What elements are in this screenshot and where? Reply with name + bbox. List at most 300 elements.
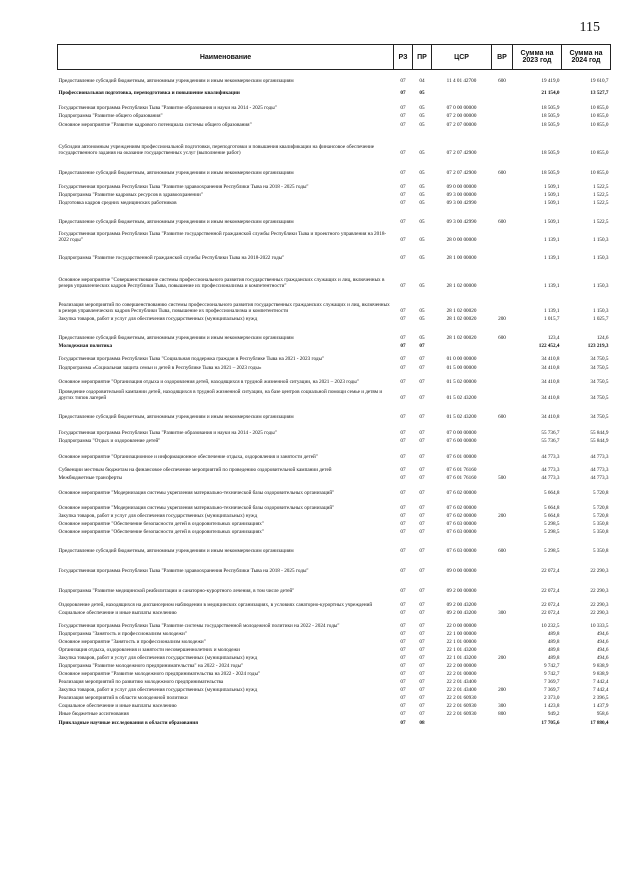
row-sum-2024: 7 442,4 — [592, 679, 609, 686]
row-vr — [492, 191, 513, 199]
header-vr: ВР — [492, 45, 513, 70]
row-pr: 07 — [419, 438, 425, 445]
row-csr: 22 2 01 60930 — [446, 695, 477, 702]
row-vr: 200 — [498, 316, 506, 323]
row-csr: 22 1 00 00000 — [446, 631, 477, 638]
row-sum-2023: 44 773,3 — [541, 454, 560, 461]
header-rz: РЗ — [394, 45, 413, 70]
row-vr — [492, 342, 513, 350]
row-vr — [492, 678, 513, 686]
row-vr — [492, 199, 513, 207]
row-pr: 05 — [419, 90, 425, 97]
row-name: Основное мероприятие "Организационное и информационное обеспечение отдыха, оздоровления и занятости детей" — [58, 454, 318, 461]
row-sum-2023: 22 072,4 — [541, 588, 560, 595]
row-name: Подпрограмма "Развитие медицинской реабилитации и санаторно-курортного лечения, в том числе детей" — [58, 588, 295, 595]
row-sum-2023: 5 298,5 — [543, 529, 560, 536]
row-sum-2024: 1 437,9 — [592, 703, 609, 710]
row-csr: 07 2 07 42900 — [446, 170, 477, 177]
row-sum-2023: 489,8 — [547, 647, 560, 654]
row-rz: 07 — [400, 430, 406, 437]
row-sum-2024: 10 855,0 — [590, 150, 609, 157]
row-csr: 22 1 01 43200 — [446, 655, 477, 662]
row-pr: 05 — [419, 335, 425, 342]
row-csr: 09 0 00 00000 — [446, 184, 477, 191]
row-rz: 07 — [400, 475, 406, 482]
table-row — [58, 461, 611, 474]
row-sum-2024: 7 442,4 — [592, 687, 609, 694]
row-sum-2024: 34 750,5 — [590, 395, 609, 402]
row-vr: 200 — [498, 513, 506, 520]
row-name: Предоставление субсидий бюджетным, автономным учреждениям и иным некоммерческим организациям — [58, 335, 294, 342]
table-row — [58, 363, 611, 372]
row-rz: 07 — [400, 219, 406, 226]
row-vr — [492, 262, 513, 290]
row-sum-2023: 34 410,8 — [541, 379, 560, 386]
row-name: Закупка товаров, работ и услуг для обеспечения государственных (муниципальных) нужд — [58, 655, 258, 662]
row-sum-2024: 22 290,3 — [590, 610, 609, 617]
row-pr: 05 — [419, 219, 425, 226]
row-pr: 07 — [419, 430, 425, 437]
row-rz: 07 — [400, 687, 406, 694]
row-name: Социальное обеспечение и иные выплаты населению — [58, 703, 177, 710]
row-csr: 28 1 02 00020 — [446, 308, 477, 315]
table-row — [58, 350, 611, 363]
row-vr — [492, 372, 513, 386]
header-name: Наименование — [58, 45, 394, 70]
table-row — [58, 437, 611, 445]
row-csr: 09 3 00 42990 — [446, 200, 477, 207]
row-csr: 11 4 01 42700 — [446, 78, 477, 85]
row-sum-2024: 2 396,5 — [592, 695, 609, 702]
row-rz: 07 — [400, 655, 406, 662]
row-pr: 08 — [419, 720, 425, 727]
row-name: Основное мероприятие "Занятость и профессионализм молодежи" — [58, 639, 206, 646]
row-sum-2023: 123,4 — [547, 335, 560, 342]
row-rz: 07 — [400, 316, 406, 323]
table-row — [58, 290, 611, 315]
row-vr: 500 — [498, 475, 506, 482]
row-vr — [492, 244, 513, 262]
table-row — [58, 120, 611, 129]
row-pr: 07 — [419, 671, 425, 678]
row-sum-2024: 9 838,9 — [592, 671, 609, 678]
row-csr — [432, 85, 492, 97]
row-csr: 01 5 02 00000 — [446, 379, 477, 386]
row-name: Закупка товаров, работ и услуг для обеспечения государственных (муниципальных) нужд — [58, 687, 258, 694]
row-sum-2023: 1 509,1 — [543, 200, 560, 207]
row-vr — [492, 226, 513, 244]
row-sum-2024: 1 150,3 — [592, 255, 609, 262]
row-csr: 09 3 00 00000 — [446, 192, 477, 199]
row-sum-2024: 1 150,3 — [592, 308, 609, 315]
row-name: Подпрограмма "Развитие молодежного предпринимательства" на 2022 - 2024 годы" — [58, 663, 244, 670]
row-vr — [492, 520, 513, 528]
row-pr: 05 — [419, 237, 425, 244]
row-sum-2023: 1 509,1 — [543, 192, 560, 199]
row-sum-2024: 1 150,3 — [592, 283, 609, 290]
row-sum-2024: 19 610,7 — [590, 78, 609, 85]
row-rz: 07 — [400, 695, 406, 702]
row-sum-2024: 494,6 — [596, 631, 609, 638]
row-name: Молодежная политика — [58, 343, 113, 350]
row-pr: 05 — [419, 200, 425, 207]
row-name: Предоставление субсидий бюджетным, автономным учреждениям и иным некоммерческим организациям — [58, 219, 294, 226]
row-rz: 07 — [400, 113, 406, 120]
row-vr — [492, 595, 513, 609]
row-vr: 600 — [498, 414, 506, 421]
row-pr: 07 — [419, 639, 425, 646]
row-name: Основное мероприятие "Развитие молодежного предпринимательства на 2022 - 2024 годы" — [58, 671, 261, 678]
row-name: Предоставление субсидий бюджетным, автономным учреждениям и иным некоммерческим организациям — [58, 170, 294, 177]
row-pr: 07 — [419, 655, 425, 662]
row-name: Подпрограмма "Отдых и оздоровление детей" — [58, 438, 161, 445]
row-name: Основное мероприятие "Обеспечение безопасности детей в оздоровительных организациях" — [58, 521, 264, 528]
row-csr: 09 0 00 00000 — [446, 568, 477, 575]
row-name: Основное мероприятие "Обеспечение безопасности детей в оздоровительных организациях" — [58, 529, 264, 536]
row-sum-2023: 22 072,4 — [541, 568, 560, 575]
row-sum-2024: 9 838,9 — [592, 663, 609, 670]
table-row — [58, 191, 611, 199]
row-sum-2024: 44 773,3 — [590, 454, 609, 461]
row-sum-2023: 1 139,1 — [543, 308, 560, 315]
row-rz: 07 — [400, 623, 406, 630]
row-csr: 28 1 00 00000 — [446, 255, 477, 262]
row-name: Основное мероприятие "Модернизация системы укрепления материально-технической базы оздоровительных организаций" — [58, 505, 335, 512]
row-csr: 28 1 02 00020 — [446, 335, 477, 342]
row-pr: 05 — [419, 184, 425, 191]
table-row — [58, 177, 611, 191]
row-rz: 07 — [400, 237, 406, 244]
row-pr: 07 — [419, 521, 425, 528]
row-csr: 22 1 01 00000 — [446, 639, 477, 646]
row-name: Основное мероприятие "Организация отдыха и оздоровления детей, находящихся в трудной жизненной ситуации, на 2021 – 2023 годы" — [58, 379, 359, 386]
row-rz: 07 — [400, 505, 406, 512]
row-sum-2024: 44 773,3 — [590, 467, 609, 474]
row-csr: 28 0 00 00000 — [446, 237, 477, 244]
row-pr: 07 — [419, 529, 425, 536]
row-name: Социальное обеспечение и иные выплаты населению — [58, 610, 177, 617]
row-csr: 22 2 01 43400 — [446, 679, 477, 686]
row-name: Реализация мероприятий в области молодежной политики — [58, 695, 188, 702]
row-vr — [492, 177, 513, 191]
row-name: Подпрограмма «Социальная защита семьи и детей в Республике Тыва на 2021 – 2023 годы» — [58, 365, 262, 372]
row-vr — [492, 575, 513, 595]
row-csr: 22 2 01 60930 — [446, 703, 477, 710]
row-name: Закупка товаров, работ и услуг для обеспечения государственных (муниципальных) нужд — [58, 316, 258, 323]
row-name: Организация отдыха, оздоровления и занятости несовершеннолетних и молодежи — [58, 647, 240, 654]
row-vr — [492, 290, 513, 315]
row-csr: 07 6 01 00000 — [446, 454, 477, 461]
row-vr: 200 — [498, 655, 506, 662]
row-name: Реализация мероприятий по развитию молодежного предпринимательства — [58, 679, 224, 686]
row-name: Основное мероприятие "Совершенствование системы профессионального развития государственных гражданских служащих и лиц, включенных в резерв управленческих кадров Республики Тыва, повышение их профессионализма и компетентности" — [58, 277, 385, 290]
row-sum-2023: 18 505,9 — [541, 170, 560, 177]
row-pr: 07 — [419, 663, 425, 670]
row-csr: 01 0 00 00000 — [446, 356, 477, 363]
table-row — [58, 199, 611, 207]
row-pr: 07 — [419, 467, 425, 474]
row-name: Предоставление субсидий бюджетным, автономным учреждениям и иным некоммерческим организациям — [58, 78, 294, 85]
row-rz: 07 — [400, 548, 406, 555]
row-rz: 07 — [400, 631, 406, 638]
table-row — [58, 497, 611, 512]
row-name: Иные бюджетные ассигнования — [58, 711, 129, 718]
header-sum-2023: Сумма на 2023 год — [513, 45, 562, 70]
row-vr — [492, 85, 513, 97]
table-row — [58, 520, 611, 528]
row-vr — [492, 112, 513, 120]
row-rz: 07 — [400, 647, 406, 654]
table-row — [58, 702, 611, 710]
row-sum-2023: 1 139,1 — [543, 283, 560, 290]
row-csr: 28 1 02 00020 — [446, 316, 477, 323]
row-name: Государственная программа Республики Тыва "Социальная поддержка граждан в Республике Тыва на 2021 - 2023 годы" — [58, 356, 325, 363]
row-csr: 22 2 01 00000 — [446, 671, 477, 678]
row-sum-2023: 21 154,0 — [541, 90, 560, 97]
row-sum-2024: 10 855,0 — [590, 105, 609, 112]
row-sum-2024: 5 350,8 — [592, 529, 609, 536]
row-sum-2023: 18 505,9 — [541, 122, 560, 129]
row-pr: 07 — [419, 679, 425, 686]
table-row — [58, 445, 611, 461]
row-sum-2024: 5 720,8 — [592, 490, 609, 497]
row-sum-2024: 34 750,5 — [590, 356, 609, 363]
row-name: Подпрограмма "Развитие общего образования" — [58, 113, 163, 120]
row-sum-2024: 34 750,5 — [590, 365, 609, 372]
row-rz: 07 — [400, 343, 406, 350]
table-body — [58, 70, 611, 727]
row-csr — [432, 718, 492, 727]
row-sum-2024: 44 773,3 — [590, 475, 609, 482]
row-sum-2024: 124,6 — [596, 335, 609, 342]
row-pr: 07 — [419, 588, 425, 595]
row-sum-2024: 494,6 — [596, 639, 609, 646]
row-sum-2023: 22 072,4 — [541, 610, 560, 617]
row-pr: 07 — [419, 631, 425, 638]
row-sum-2024: 10 855,0 — [590, 122, 609, 129]
row-pr: 05 — [419, 122, 425, 129]
row-pr: 05 — [419, 113, 425, 120]
table-row — [58, 482, 611, 497]
table-row — [58, 575, 611, 595]
row-pr: 07 — [419, 687, 425, 694]
row-vr — [492, 694, 513, 702]
row-sum-2024: 1 025,7 — [592, 316, 609, 323]
row-sum-2023: 10 232,5 — [541, 623, 560, 630]
row-sum-2023: 7 369,7 — [543, 679, 560, 686]
row-sum-2023: 489,8 — [547, 631, 560, 638]
row-sum-2023: 1 139,1 — [543, 237, 560, 244]
row-name: Государственная программа Республики Тыва "Развитие образования и науки на 2014 - 2025 годы" — [58, 105, 277, 112]
row-rz: 07 — [400, 711, 406, 718]
row-csr: 07 2 07 00000 — [446, 122, 477, 129]
row-sum-2023: 18 505,9 — [541, 113, 560, 120]
row-csr: 09 2 00 00000 — [446, 588, 477, 595]
row-vr — [492, 497, 513, 512]
row-csr: 07 6 03 00000 — [446, 548, 477, 555]
table-row — [58, 654, 611, 662]
row-sum-2024: 123 219,3 — [587, 343, 609, 350]
row-vr — [492, 670, 513, 678]
row-vr — [492, 482, 513, 497]
row-sum-2023: 34 410,8 — [541, 395, 560, 402]
row-sum-2024: 55 844,9 — [590, 430, 609, 437]
row-vr: 200 — [498, 687, 506, 694]
row-sum-2023: 44 773,3 — [541, 467, 560, 474]
table-row — [58, 630, 611, 638]
table-row — [58, 402, 611, 421]
row-sum-2024: 17 880,4 — [590, 720, 609, 727]
table-row — [58, 686, 611, 694]
row-csr: 09 3 00 42990 — [446, 219, 477, 226]
row-rz: 07 — [400, 602, 406, 609]
row-csr: 07 6 02 00000 — [446, 505, 477, 512]
table-row — [58, 694, 611, 702]
row-name: Закупка товаров, работ и услуг для обеспечения государственных (муниципальных) нужд — [58, 513, 258, 520]
row-csr: 01 5 02 43200 — [446, 414, 477, 421]
row-name: Предоставление субсидий бюджетным, автономным учреждениям и иным некоммерческим организациям — [58, 548, 294, 555]
row-rz: 07 — [400, 679, 406, 686]
table-row — [58, 315, 611, 323]
row-sum-2023: 55 736,7 — [541, 438, 560, 445]
row-vr: 300 — [498, 703, 506, 710]
row-vr — [492, 421, 513, 437]
table-row — [58, 129, 611, 157]
table-header — [58, 45, 611, 70]
row-rz: 07 — [400, 438, 406, 445]
row-sum-2024: 34 750,5 — [590, 379, 609, 386]
row-rz: 07 — [400, 703, 406, 710]
row-pr: 05 — [419, 105, 425, 112]
row-rz: 07 — [400, 490, 406, 497]
row-name: Государственная программа Республики Тыва "Развитие системы государственной молодежной политики на 2022 - 2024 годы" — [58, 623, 340, 630]
row-sum-2023: 2 373,0 — [543, 695, 560, 702]
row-pr: 07 — [419, 647, 425, 654]
table-row — [58, 718, 611, 727]
row-sum-2023: 22 072,4 — [541, 602, 560, 609]
row-sum-2024: 10 333,5 — [590, 623, 609, 630]
row-vr — [492, 350, 513, 363]
row-name: Подпрограмма "Развитие кадровых ресурсов в здравоохранении" — [58, 192, 203, 199]
row-name: Основное мероприятие "Модернизация системы укрепления материально-технической базы оздоровительных организаций" — [58, 490, 335, 497]
row-name: Подпрограмма "Развитие государственной гражданской службы Республики Тыва на 2018-2022 годы" — [58, 255, 285, 262]
row-vr — [492, 120, 513, 129]
row-name: Государственная программа Республики Тыва "Развитие государственной гражданской службы Республики Тыва и проектного управления на 2018-2022 годы" — [58, 231, 387, 244]
row-rz: 07 — [400, 639, 406, 646]
header-sum-2024: Сумма на 2024 год — [562, 45, 611, 70]
row-rz: 07 — [400, 78, 406, 85]
row-rz: 07 — [400, 365, 406, 372]
table-row — [58, 662, 611, 670]
row-sum-2024: 5 350,8 — [592, 521, 609, 528]
row-pr: 07 — [419, 414, 425, 421]
row-vr — [492, 630, 513, 638]
row-sum-2023: 489,8 — [547, 655, 560, 662]
row-csr: 07 2 00 00000 — [446, 113, 477, 120]
row-sum-2023: 5 298,5 — [543, 548, 560, 555]
row-csr: 07 6 00 00000 — [446, 438, 477, 445]
row-name: Субвенции местным бюджетам на финансовое обеспечение мероприятий по проведению оздоровительной кампании детей — [58, 467, 332, 474]
row-rz: 07 — [400, 122, 406, 129]
row-name: Реализация мероприятий по совершенствованию системы профессионального развития государственных гражданских служащих и лиц, включенных в резерв управленческих кадров Республики Тыва, повышение их профессионализма и компетентности — [58, 302, 390, 315]
row-rz: 07 — [400, 720, 406, 727]
row-name: Подготовка кадров средних медицинских работников — [58, 200, 177, 207]
row-vr — [492, 363, 513, 372]
row-sum-2024: 22 290,3 — [590, 568, 609, 575]
row-pr: 07 — [419, 395, 425, 402]
row-pr: 07 — [419, 365, 425, 372]
row-name: Государственная программа Республики Тыва "Развитие образования и науки на 2014 - 2025 годы" — [58, 430, 277, 437]
row-vr — [492, 555, 513, 575]
row-rz: 07 — [400, 200, 406, 207]
row-rz: 07 — [400, 150, 406, 157]
table-row — [58, 207, 611, 226]
table-row — [58, 609, 611, 617]
row-csr: 07 6 03 00000 — [446, 521, 477, 528]
row-csr: 07 6 03 00000 — [446, 529, 477, 536]
row-rz: 07 — [400, 414, 406, 421]
row-sum-2023: 9 742,7 — [543, 663, 560, 670]
row-rz: 07 — [400, 105, 406, 112]
row-sum-2024: 958,6 — [596, 711, 609, 718]
row-vr: 800 — [498, 711, 506, 718]
table-row — [58, 85, 611, 97]
row-rz: 07 — [400, 588, 406, 595]
row-rz: 07 — [400, 90, 406, 97]
row-csr: 01 5 00 00000 — [446, 365, 477, 372]
table-row — [58, 595, 611, 609]
row-name: Подпрограмма "Занятость и профессионализм молодежи" — [58, 631, 187, 638]
row-rz: 07 — [400, 170, 406, 177]
row-pr: 07 — [419, 513, 425, 520]
row-rz: 07 — [400, 467, 406, 474]
row-sum-2023: 122 452,4 — [538, 343, 560, 350]
row-pr: 07 — [419, 454, 425, 461]
row-csr: 09 2 00 43200 — [446, 602, 477, 609]
row-vr — [492, 445, 513, 461]
row-vr — [492, 129, 513, 157]
row-pr: 05 — [419, 308, 425, 315]
table-row — [58, 157, 611, 177]
row-name: Государственная программа Республики Тыва "Развитие здравоохранения Республики Тыва на 2018 - 2025 годы" — [58, 184, 309, 191]
row-rz: 07 — [400, 379, 406, 386]
row-sum-2024: 13 527,7 — [590, 90, 609, 97]
row-csr: 22 2 01 60930 — [446, 711, 477, 718]
row-pr: 07 — [419, 610, 425, 617]
row-name: Межбюджетные трансферты — [58, 475, 123, 482]
row-rz: 07 — [400, 283, 406, 290]
row-csr: 22 0 00 00000 — [446, 623, 477, 630]
row-sum-2024: 1 150,3 — [592, 237, 609, 244]
row-rz: 07 — [400, 454, 406, 461]
row-vr: 600 — [498, 548, 506, 555]
row-sum-2023: 5 664,8 — [543, 513, 560, 520]
row-vr: 300 — [498, 610, 506, 617]
row-sum-2023: 34 410,8 — [541, 365, 560, 372]
row-rz: 07 — [400, 671, 406, 678]
row-sum-2023: 19 419,0 — [541, 78, 560, 85]
row-sum-2024: 22 290,3 — [590, 588, 609, 595]
page-number: 115 — [579, 20, 600, 35]
row-sum-2024: 1 522,5 — [592, 219, 609, 226]
row-sum-2023: 1 509,1 — [543, 184, 560, 191]
table-row — [58, 226, 611, 244]
header-pr: ПР — [413, 45, 432, 70]
row-csr: 09 2 00 43200 — [446, 610, 477, 617]
table-row — [58, 555, 611, 575]
row-pr: 07 — [419, 379, 425, 386]
row-csr — [432, 342, 492, 350]
